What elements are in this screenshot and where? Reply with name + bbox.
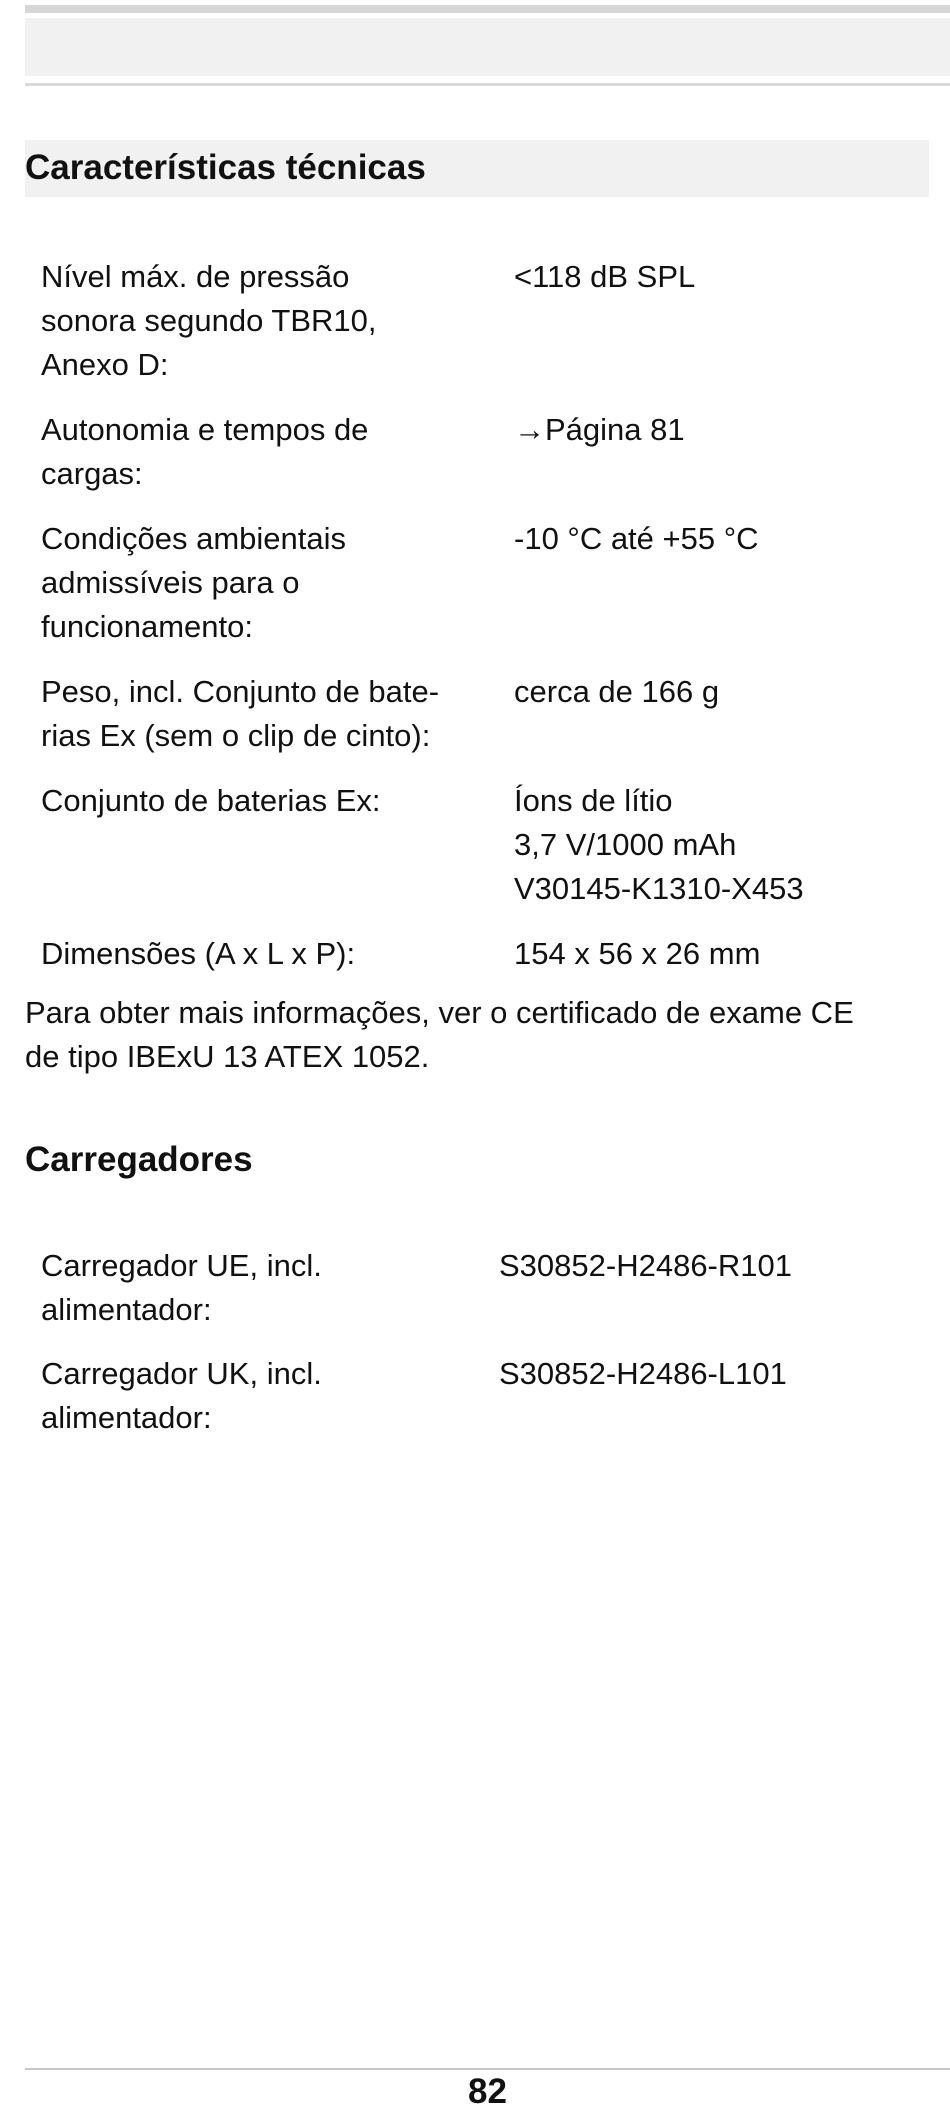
spec-label-line: sonora segundo TBR10,	[41, 303, 377, 338]
chargers-section-title: Carregadores	[25, 1140, 253, 1179]
spec-label	[41, 408, 514, 496]
note-line: Para obter mais informações, ver o certificado de exame CE	[25, 995, 854, 1030]
spec-label	[41, 779, 514, 823]
part-number: S30852-H2486-L101	[499, 1356, 787, 1391]
spec-value	[514, 779, 941, 911]
charger-row-eu	[41, 1244, 941, 1332]
spec-label-line: alimentador:	[41, 1400, 212, 1435]
charger-row-uk	[41, 1352, 941, 1440]
chargers-table	[41, 1244, 941, 1460]
header-rule	[25, 83, 950, 86]
spec-row-weight	[41, 670, 941, 758]
spec-label-line: Anexo D:	[41, 347, 169, 382]
spec-value-line: 3,7 V/1000 mAh	[514, 827, 737, 862]
spec-label-line: alimentador:	[41, 1292, 212, 1327]
spec-label	[41, 1352, 499, 1440]
spec-label-line: cargas:	[41, 456, 143, 491]
spec-row-sound-pressure	[41, 255, 941, 387]
spec-row-ambient-conditions	[41, 517, 941, 649]
spec-value	[514, 408, 941, 452]
spec-label-line: admissíveis para o	[41, 565, 300, 600]
technical-specs-table	[41, 255, 941, 997]
top-rule	[25, 5, 950, 13]
spec-label-line: rias Ex (sem o clip de cinto):	[41, 718, 431, 753]
spec-row-autonomy	[41, 408, 941, 496]
certificate-note	[25, 991, 945, 1079]
spec-value-line: -10 °C até +55 °C	[514, 521, 759, 556]
spec-label-line: Conjunto de baterias Ex:	[41, 783, 381, 818]
spec-value-line: Íons de lítio	[514, 783, 673, 818]
page-number: 82	[468, 2072, 507, 2111]
spec-label	[41, 517, 514, 649]
spec-label	[41, 255, 514, 387]
spec-value-line: <118 dB SPL	[514, 259, 696, 294]
spec-label-line: Carregador UE, incl.	[41, 1248, 322, 1283]
spec-value	[514, 932, 941, 976]
spec-row-dimensions	[41, 932, 941, 976]
part-number: S30852-H2486-R101	[499, 1248, 792, 1283]
technical-section-title: Características técnicas	[25, 148, 426, 187]
spec-label	[41, 1244, 499, 1332]
spec-label-line: Peso, incl. Conjunto de bate-	[41, 674, 440, 709]
spec-label-line: Nível máx. de pressão	[41, 259, 350, 294]
spec-value	[499, 1244, 941, 1288]
spec-value-line: 154 x 56 x 26 mm	[514, 936, 761, 971]
spec-value	[514, 255, 941, 299]
spec-value	[499, 1352, 941, 1396]
spec-value-line: cerca de 166 g	[514, 674, 720, 709]
spec-value	[514, 517, 941, 561]
page-reference: →Página 81	[514, 412, 685, 447]
spec-label	[41, 670, 514, 758]
spec-label	[41, 932, 514, 976]
spec-label-line: Condições ambientais	[41, 521, 347, 556]
spec-label-line: funcionamento:	[41, 609, 253, 644]
spec-value-line: V30145-K1310-X453	[514, 871, 804, 906]
spec-value	[514, 670, 941, 714]
header-band	[25, 18, 950, 76]
note-line: de tipo IBExU 13 ATEX 1052.	[25, 1039, 430, 1074]
spec-row-battery-pack	[41, 779, 941, 911]
spec-label-line: Carregador UK, incl.	[41, 1356, 322, 1391]
spec-label-line: Dimensões (A x L x P):	[41, 936, 356, 971]
spec-label-line: Autonomia e tempos de	[41, 412, 369, 447]
